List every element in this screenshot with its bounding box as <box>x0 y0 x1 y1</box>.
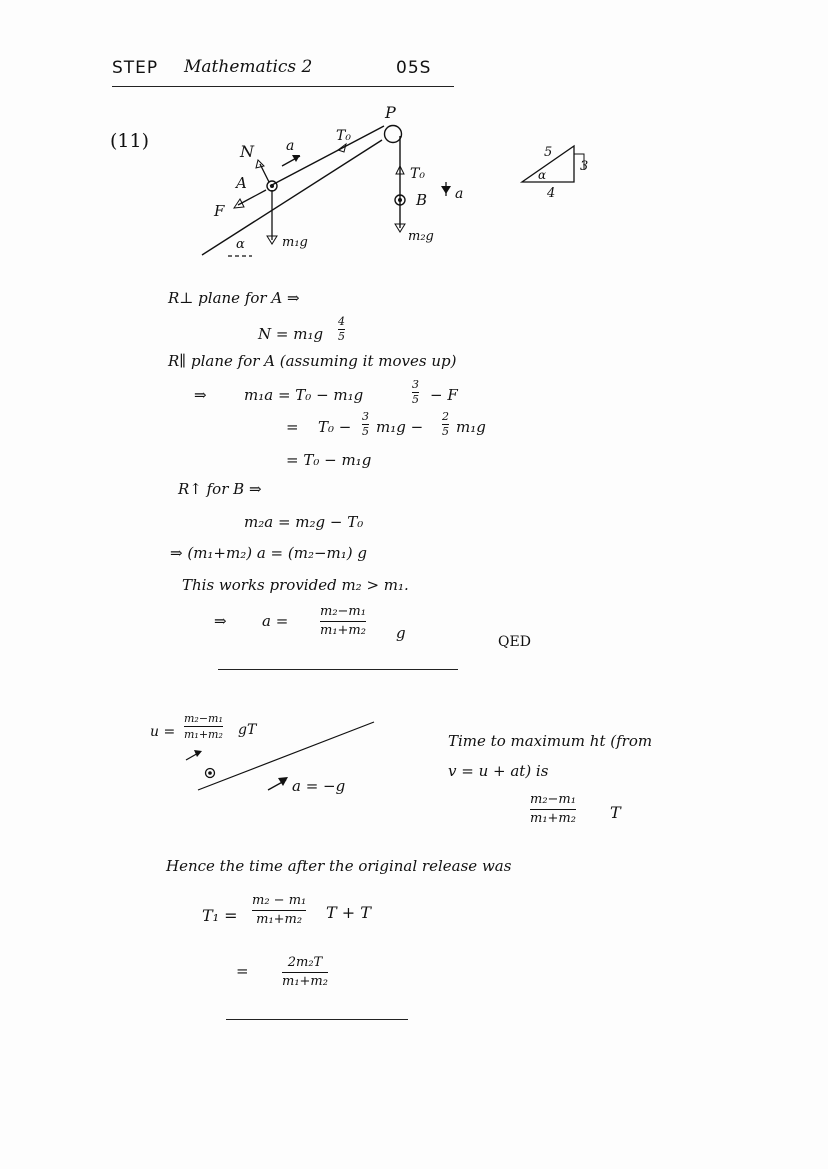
par-eq2-c: m₁g <box>456 418 486 436</box>
par-eq1-right: − F <box>430 386 458 404</box>
combined-equation: ⇒ (m₁+m₂) a = (m₂−m₁) g <box>170 544 368 562</box>
par-eq2-a: T₀ − <box>318 418 352 436</box>
par-eq1-left: m₁a = T₀ − m₁g <box>244 386 364 404</box>
diagram-label-weight-b: m₂g <box>408 229 434 244</box>
qed: QED <box>498 634 531 650</box>
b-equation: m₂a = m₂g − T₀ <box>244 513 364 531</box>
t1-left: T₁ = <box>202 906 238 925</box>
result-left: a = <box>262 612 289 630</box>
time-T: T <box>610 803 621 822</box>
par-eq1-fraction: 3 5 <box>412 378 419 406</box>
result-g: g <box>396 624 406 642</box>
triangle-opp: 3 <box>580 159 589 174</box>
b-heading: R↑ for B ⇒ <box>178 480 262 498</box>
result-arrow: ⇒ <box>214 612 227 630</box>
diagram-label-accel-b: a <box>455 186 464 202</box>
diagram-label-accel-a: a <box>286 138 295 154</box>
par-eq2-equals: = <box>286 418 299 436</box>
triangle-angle: α <box>538 168 547 182</box>
proviso: This works provided m₂ > m₁. <box>182 576 409 594</box>
triangle-hyp: 5 <box>544 145 553 160</box>
time-text-line2: v = u + at) is <box>448 762 549 780</box>
t1b-equals: = <box>236 962 249 980</box>
diagram-label-n: N <box>240 142 254 161</box>
header-year: 05S <box>396 58 432 78</box>
diagram-label-b: B <box>416 191 428 209</box>
diagram-label-f: F <box>214 202 225 220</box>
result-fraction: m₂−m₁ m₁+m₂ <box>320 604 366 638</box>
par-eq2-b: m₁g − <box>376 418 424 436</box>
t1-right: T + T <box>326 903 371 922</box>
diagram-label-angle: α <box>236 237 245 252</box>
par-heading: R∥ plane for A (assuming it moves up) <box>168 352 457 370</box>
divider-2 <box>226 1019 408 1020</box>
perp-fraction: 4 5 <box>338 315 345 343</box>
t1b-fraction: 2m₂T m₁+m₂ <box>282 955 328 989</box>
perp-heading: R⊥ plane for A ⇒ <box>168 289 300 307</box>
question-number: (11) <box>110 130 150 152</box>
initial-velocity-label: u = <box>150 724 176 740</box>
par-eq2-fraction1: 3 5 <box>362 410 369 438</box>
diagram-label-p: P <box>385 103 396 122</box>
diagram-label-tension-slope: T₀ <box>336 128 351 144</box>
diagram-label-a: A <box>236 174 247 192</box>
diagram-label-weight-a: m₁g <box>282 235 308 250</box>
par-eq3: = T₀ − m₁g <box>286 451 372 469</box>
par-arrow: ⇒ <box>194 386 207 404</box>
hence-text: Hence the time after the original release was <box>166 857 512 875</box>
time-fraction: m₂−m₁ m₁+m₂ <box>530 792 576 826</box>
par-eq2-fraction2: 2 5 <box>442 410 449 438</box>
initial-velocity-fraction: m₂−m₁ m₁+m₂ <box>184 712 223 741</box>
initial-velocity-suffix: gT <box>238 722 257 738</box>
triangle-adj: 4 <box>547 186 556 201</box>
diagram-label-tension-vertical: T₀ <box>410 166 425 182</box>
time-text-line1: Time to maximum ht (from <box>448 732 653 750</box>
header-paper: Mathematics 2 <box>184 57 313 77</box>
projectile-accel: a = −g <box>292 777 346 795</box>
perp-equation: N = m₁g <box>258 325 324 343</box>
t1-fraction: m₂ − m₁ m₁+m₂ <box>252 893 307 927</box>
header-exam: STEP <box>112 58 159 78</box>
